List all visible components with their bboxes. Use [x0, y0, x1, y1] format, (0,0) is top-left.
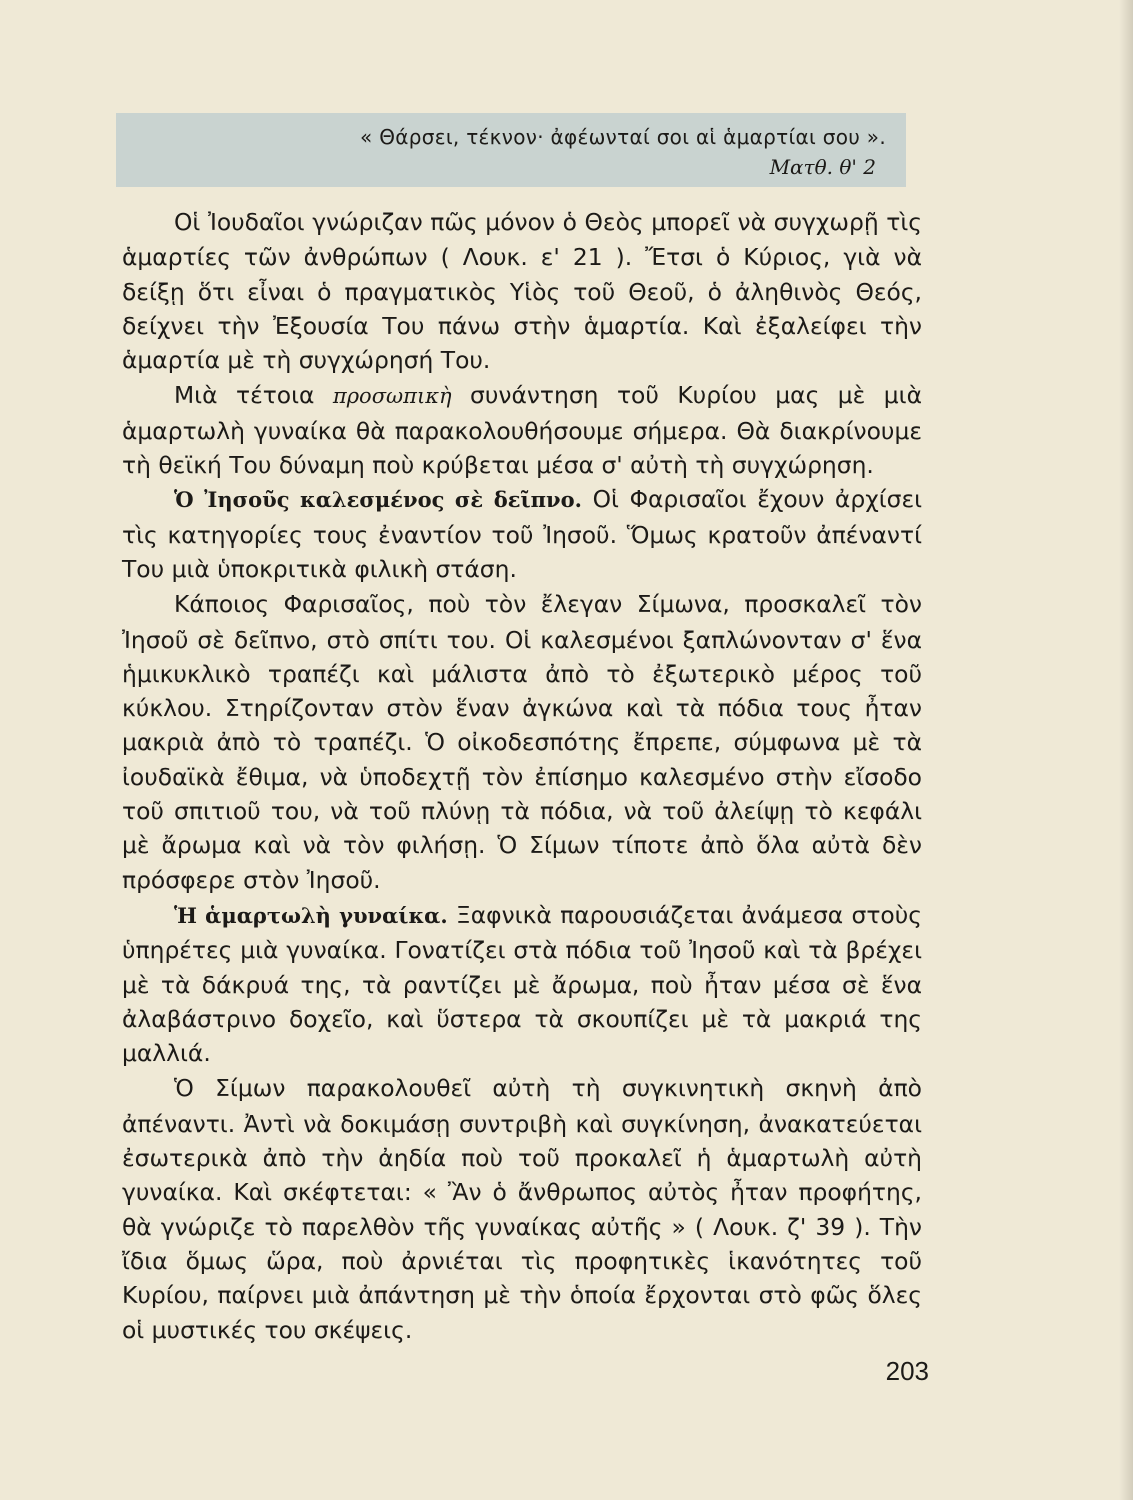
paragraph-text: Ὁ Σίμων παρακολουθεῖ αὐτὴ τὴ συγκινητικὴ σκηνὴ ἀπὸ ἀπέναντι. Ἀντὶ νὰ δοκιμάσῃ συντριβὴ καὶ συγκίνηση, ἀνακατεύεται ἐσωτερικὰ ἀπὸ τὴν ἀηδία ποὺ τοῦ προκαλεῖ ἡ ἁμαρτωλὴ αὐτὴ γυναίκα. Καὶ σκέφτεται: « Ἂν ὁ ἄνθρωπος αὐτὸς ἦταν προφήτης, θὰ γνώριζε τὸ παρελθὸν τῆς γυναίκας αὐτῆς » ( Λουκ. ζ' 39 ). Τὴν ἴδια ὅμως ὥρα, ποὺ ἀρνιέται τὶς προφητικὲς ἱκανότητες τοῦ Κυρίου, παίρνει μιὰ ἀπάντηση μὲ τὴν ὁποία ἔρχονται στὸ φῶς ὅλες οἱ μυστικές του σκέψεις. [122, 1074, 922, 1344]
paragraph-text: Οἱ Φαρισαῖοι ἔχουν ἀρχίσει τὶς κατηγορίες τους ἐναντίον τοῦ Ἰησοῦ. Ὅμως κρατοῦν ἀπέναντί Του μιὰ ὑποκριτικὰ φιλικὴ στάση. [122, 485, 923, 583]
paragraph [122, 1071, 922, 1347]
epigraph-box [116, 113, 906, 187]
paragraph [122, 898, 922, 1071]
paragraph [122, 205, 922, 378]
paragraph-text: Μιὰ τέτοια [174, 381, 333, 410]
paragraph-text-continued: συνάντηση τοῦ Κυρίου μας μὲ μιὰ ἁμαρτωλὴ γυναίκα θὰ παρακολουθήσουμε σήμερα. Θὰ διακρίνουμε τὴ θεϊκή Του δύναμη ποὺ κρύβεται μέσα σ' αὐτὴ τὴ συγχώρηση. [122, 381, 922, 480]
paragraph [122, 482, 922, 587]
page-number: 203 [885, 1356, 929, 1386]
epigraph-reference: Ματθ. θ' 2 [769, 155, 876, 179]
paragraph [122, 587, 922, 898]
page-edge-shadow [1119, 0, 1133, 1500]
section-heading: Ὁ Ἰησοῦς καλεσμένος σὲ δεῖπνο. [174, 487, 582, 513]
paragraph-text: Οἱ Ἰουδαῖοι γνώριζαν πῶς μόνον ὁ Θεὸς μπορεῖ νὰ συγχωρῇ τὶς ἁμαρτίες τῶν ἀνθρώπων ( Λουκ. ε' 21 ). Ἔτσι ὁ Κύριος, γιὰ νὰ δείξῃ ὅτι εἶναι ὁ πραγματικὸς Υἱὸς τοῦ Θεοῦ, ὁ ἀληθινὸς Θεός, δείχνει τὴν Ἐξουσία Του πάνω στὴν ἁμαρτία. Καὶ ἐξαλείφει τὴν ἁμαρτία μὲ τὴ συγχώρησή Του. [122, 208, 922, 375]
paragraph-text: Ξαφνικὰ παρουσιάζεται ἀνάμεσα στοὺς ὑπηρέτες μιὰ γυναίκα. Γονατίζει στὰ πόδια τοῦ Ἰησοῦ καὶ τὰ βρέχει μὲ τὰ δάκρυά της, τὰ ραντίζει μὲ ἄρωμα, ποὺ ἦταν μέσα σὲ ἕνα ἀλαβάστρινο δοχεῖο, καὶ ὕστερα τὰ σκουπίζει μὲ τὰ μακριά της μαλλιά. [122, 900, 923, 1068]
paragraph-text: Κάποιος Φαρισαῖος, ποὺ τὸν ἔλεγαν Σίμωνα, προσκαλεῖ τὸν Ἰησοῦ σὲ δεῖπνο, στὸ σπίτι του. Οἱ καλεσμένοι ξαπλώνονταν σ' ἕνα ἡμικυκλικὸ τραπέζι καὶ μάλιστα ἀπὸ τὸ ἐξωτερικὸ μέρος τοῦ κύκλου. Στηρίζονταν στὸν ἕναν ἀγκώνα καὶ τὰ πόδια τους ἦταν μακριὰ ἀπὸ τὸ τραπέζι. Ὁ οἰκοδεσπότης ἔπρεπε, σύμφωνα μὲ τὰ ἰουδαϊκὰ ἔθιμα, νὰ ὑποδεχτῇ τὸν ἐπίσημο καλεσμένο στὴν εἴσοδο τοῦ σπιτιοῦ του, νὰ τοῦ πλύνῃ τὰ πόδια, νὰ τοῦ ἀλείψῃ τὸ κεφάλι μὲ ἄρωμα καὶ νὰ τὸν φιλήσῃ. Ὁ Σίμων τίποτε ἀπὸ ὅλα αὐτὰ δὲν πρόσφερε στὸν Ἰησοῦ. [122, 590, 922, 894]
body-text [122, 205, 922, 1348]
epigraph-quote: « Θάρσει, τέκνον· ἀφέωνταί σοι αἱ ἁμαρτίαι σου ». [360, 125, 886, 149]
section-heading: Ἡ ἁμαρτωλὴ γυναίκα. [174, 902, 448, 928]
emphasized-word: προσωπικὴ [332, 384, 452, 409]
paragraph [122, 378, 922, 482]
